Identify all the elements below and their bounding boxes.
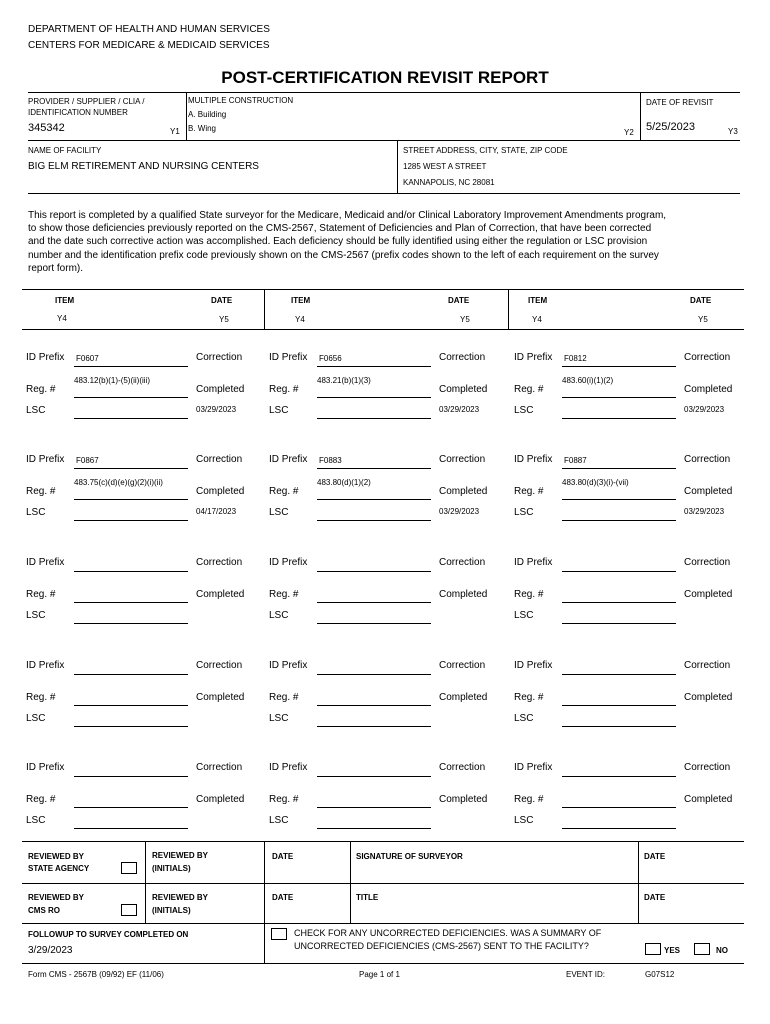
page-number: Page 1 of 1 bbox=[359, 970, 400, 979]
completed-label: Completed bbox=[439, 589, 488, 600]
divider bbox=[350, 841, 351, 923]
id-prefix-label: ID Prefix bbox=[514, 557, 553, 568]
completed-label: Completed bbox=[684, 794, 733, 805]
correction-label: Correction bbox=[684, 352, 731, 363]
construction-wing: B. Wing bbox=[188, 124, 217, 133]
yes-label: YES bbox=[664, 946, 681, 955]
yes-checkbox[interactable] bbox=[645, 943, 661, 955]
reg-label: Reg. # bbox=[514, 589, 544, 600]
lsc-label: LSC bbox=[269, 713, 289, 724]
id-prefix-label: ID Prefix bbox=[269, 352, 308, 363]
form-number: Form CMS - 2567B (09/92) EF (11/06) bbox=[28, 970, 164, 979]
lsc-field[interactable] bbox=[74, 623, 188, 624]
reg-field[interactable] bbox=[562, 602, 676, 603]
reg-field[interactable] bbox=[562, 807, 676, 808]
reg-field[interactable] bbox=[317, 705, 431, 706]
provider-code: Y1 bbox=[170, 127, 180, 136]
correction-label: Correction bbox=[439, 557, 486, 568]
reg-label: Reg. # bbox=[269, 384, 299, 395]
completed-label: Completed bbox=[684, 589, 733, 600]
facility-name: BIG ELM RETIREMENT AND NURSING CENTERS bbox=[28, 161, 259, 172]
address-street: 1285 WEST A STREET bbox=[403, 162, 487, 171]
lsc-field[interactable] bbox=[74, 418, 188, 419]
col-item-header: ITEM bbox=[291, 296, 311, 305]
divider bbox=[145, 841, 146, 923]
lsc-field[interactable] bbox=[562, 520, 676, 521]
lsc-label: LSC bbox=[514, 713, 534, 724]
reviewed-cms-label-2: CMS RO bbox=[28, 906, 60, 915]
id-prefix-field[interactable] bbox=[317, 674, 431, 675]
no-checkbox[interactable] bbox=[694, 943, 710, 955]
reg-field[interactable] bbox=[74, 807, 188, 808]
lsc-label: LSC bbox=[269, 405, 289, 416]
footer-table-top-border bbox=[22, 841, 744, 842]
top-box-bottom-border bbox=[28, 193, 740, 194]
completed-label: Completed bbox=[196, 589, 245, 600]
lsc-field[interactable] bbox=[74, 726, 188, 727]
id-prefix-field[interactable] bbox=[74, 674, 188, 675]
lsc-field[interactable] bbox=[74, 828, 188, 829]
divider bbox=[22, 883, 744, 884]
col-date-header: DATE bbox=[448, 296, 470, 305]
reg-field[interactable] bbox=[562, 499, 676, 500]
item-completed-date: 03/29/2023 bbox=[684, 507, 725, 516]
lsc-field[interactable] bbox=[562, 418, 676, 419]
construction-label: MULTIPLE CONSTRUCTION bbox=[188, 96, 294, 105]
date-label: DATE bbox=[644, 893, 666, 902]
reg-label: Reg. # bbox=[269, 794, 299, 805]
page-title: POST-CERTIFICATION REVISIT REPORT bbox=[221, 68, 549, 87]
correction-label: Correction bbox=[196, 660, 243, 671]
lsc-field[interactable] bbox=[317, 623, 431, 624]
lsc-field[interactable] bbox=[317, 828, 431, 829]
top-box-top-border bbox=[28, 92, 740, 93]
date-label: DATE bbox=[272, 852, 294, 861]
completed-label: Completed bbox=[439, 794, 488, 805]
correction-label: Correction bbox=[196, 352, 243, 363]
agency-name: CENTERS FOR MEDICARE & MEDICAID SERVICES bbox=[28, 40, 270, 51]
provider-label-line2: IDENTIFICATION NUMBER bbox=[28, 108, 128, 117]
lsc-label: LSC bbox=[269, 610, 289, 621]
id-prefix-label: ID Prefix bbox=[26, 352, 65, 363]
event-id-value: G07S12 bbox=[645, 970, 675, 979]
date-label: DATE bbox=[272, 893, 294, 902]
id-prefix-label: ID Prefix bbox=[514, 352, 553, 363]
completed-label: Completed bbox=[684, 384, 733, 395]
correction-label: Correction bbox=[439, 454, 486, 465]
lsc-label: LSC bbox=[26, 815, 46, 826]
col-item-header: ITEM bbox=[528, 296, 548, 305]
top-box-mid-border bbox=[28, 140, 740, 141]
items-header-bottom-border bbox=[22, 329, 744, 330]
completed-label: Completed bbox=[196, 692, 245, 703]
id-prefix-field[interactable] bbox=[74, 776, 188, 777]
reg-field[interactable] bbox=[74, 397, 188, 398]
id-prefix-field[interactable] bbox=[74, 366, 188, 367]
reviewed-initials-label-2: (INITIALS) bbox=[152, 906, 191, 915]
id-prefix-field[interactable] bbox=[317, 366, 431, 367]
reg-label: Reg. # bbox=[26, 692, 56, 703]
id-prefix-field[interactable] bbox=[562, 571, 676, 572]
lsc-label: LSC bbox=[514, 507, 534, 518]
item-regulation: 483.75(c)(d)(e)(g)(2)(i)(ii) bbox=[74, 478, 163, 487]
id-prefix-label: ID Prefix bbox=[514, 454, 553, 465]
col-item-code: Y4 bbox=[532, 315, 542, 324]
correction-label: Correction bbox=[196, 557, 243, 568]
reviewed-initials-label-1: REVIEWED BY bbox=[152, 893, 209, 902]
completed-label: Completed bbox=[439, 486, 488, 497]
correction-label: Correction bbox=[684, 454, 731, 465]
item-id-prefix: F0812 bbox=[564, 354, 587, 363]
followup-label: FOLLOWUP TO SURVEY COMPLETED ON bbox=[28, 930, 189, 939]
address-label: STREET ADDRESS, CITY, STATE, ZIP CODE bbox=[403, 146, 568, 155]
reg-field[interactable] bbox=[74, 499, 188, 500]
reg-field[interactable] bbox=[562, 397, 676, 398]
revisit-code: Y3 bbox=[728, 127, 738, 136]
divider bbox=[264, 841, 265, 963]
facility-label: NAME OF FACILITY bbox=[28, 146, 102, 155]
id-prefix-label: ID Prefix bbox=[514, 762, 553, 773]
lsc-field[interactable] bbox=[317, 726, 431, 727]
col-item-code: Y4 bbox=[295, 315, 305, 324]
reg-label: Reg. # bbox=[26, 794, 56, 805]
id-prefix-label: ID Prefix bbox=[514, 660, 553, 671]
col-date-header: DATE bbox=[690, 296, 712, 305]
id-prefix-field[interactable] bbox=[562, 674, 676, 675]
footer-table-bottom-border bbox=[22, 963, 744, 964]
item-id-prefix: F0887 bbox=[564, 456, 587, 465]
item-regulation: 483.60(i)(1)(2) bbox=[562, 376, 614, 385]
item-regulation: 483.21(b)(1)(3) bbox=[317, 376, 371, 385]
correction-label: Correction bbox=[684, 660, 731, 671]
uncorrected-checkbox[interactable] bbox=[271, 928, 287, 940]
item-id-prefix: F0883 bbox=[319, 456, 342, 465]
id-prefix-label: ID Prefix bbox=[26, 454, 65, 465]
reg-field[interactable] bbox=[317, 602, 431, 603]
reviewed-cms-label-1: REVIEWED BY bbox=[28, 893, 85, 902]
lsc-field[interactable] bbox=[317, 418, 431, 419]
lsc-label: LSC bbox=[26, 405, 46, 416]
lsc-label: LSC bbox=[26, 713, 46, 724]
address-city: KANNAPOLIS, NC 28081 bbox=[403, 178, 495, 187]
divider bbox=[638, 841, 639, 923]
reviewed-state-label-1: REVIEWED BY bbox=[28, 852, 85, 861]
lsc-label: LSC bbox=[26, 507, 46, 518]
id-prefix-field[interactable] bbox=[317, 468, 431, 469]
id-prefix-label: ID Prefix bbox=[269, 454, 308, 465]
completed-label: Completed bbox=[684, 486, 733, 497]
reg-label: Reg. # bbox=[514, 486, 544, 497]
intro-paragraph: This report is completed by a qualified State surveyor for the Medicare, Medicaid and/or Clinical Laboratory Improvement Amendments program, to show those deficiencies previously reported on the CMS-2567, Statement of Deficiencies and Plan of Correction, that have been corrected and the date such corrective action was accomplished. Each deficiency should be fully identified using either the regulation or LSC provision number and the identification prefix code previously shown on the CMS-2567 (prefix codes shown to the left of each requirement on the survey report form). bbox=[28, 210, 667, 274]
col-item-header: ITEM bbox=[55, 296, 75, 305]
reg-field[interactable] bbox=[317, 397, 431, 398]
reg-field[interactable] bbox=[317, 499, 431, 500]
col-date-code: Y5 bbox=[698, 315, 708, 324]
reviewed-initials-label-2: (INITIALS) bbox=[152, 864, 191, 873]
no-label: NO bbox=[716, 946, 728, 955]
check-text-line1: CHECK FOR ANY UNCORRECTED DEFICIENCIES. WAS A SUMMARY OF bbox=[294, 928, 602, 938]
divider bbox=[264, 289, 265, 329]
id-prefix-label: ID Prefix bbox=[269, 557, 308, 568]
id-prefix-label: ID Prefix bbox=[269, 762, 308, 773]
reg-field[interactable] bbox=[74, 705, 188, 706]
followup-date: 3/29/2023 bbox=[28, 945, 73, 956]
item-completed-date: 03/29/2023 bbox=[439, 405, 480, 414]
id-prefix-field[interactable] bbox=[562, 776, 676, 777]
reg-label: Reg. # bbox=[26, 589, 56, 600]
divider bbox=[508, 289, 509, 329]
id-prefix-label: ID Prefix bbox=[26, 660, 65, 671]
lsc-field[interactable] bbox=[562, 828, 676, 829]
completed-label: Completed bbox=[439, 384, 488, 395]
correction-label: Correction bbox=[684, 762, 731, 773]
provider-label-line1: PROVIDER / SUPPLIER / CLIA / bbox=[28, 97, 145, 106]
title-label: TITLE bbox=[356, 893, 379, 902]
reg-label: Reg. # bbox=[26, 486, 56, 497]
check-text-line2: UNCORRECTED DEFICIENCIES (CMS-2567) SENT TO THE FACILITY? bbox=[294, 941, 589, 951]
item-regulation: 483.12(b)(1)-(5)(ii)(iii) bbox=[74, 376, 151, 385]
signature-label: SIGNATURE OF SURVEYOR bbox=[356, 852, 463, 861]
lsc-label: LSC bbox=[514, 610, 534, 621]
reg-label: Reg. # bbox=[269, 486, 299, 497]
completed-label: Completed bbox=[439, 692, 488, 703]
item-completed-date: 04/17/2023 bbox=[196, 507, 237, 516]
item-regulation: 483.80(d)(1)(2) bbox=[317, 478, 371, 487]
department-name: DEPARTMENT OF HEALTH AND HUMAN SERVICES bbox=[28, 24, 270, 35]
lsc-field[interactable] bbox=[74, 520, 188, 521]
divider bbox=[397, 140, 398, 193]
reg-label: Reg. # bbox=[514, 794, 544, 805]
id-prefix-field[interactable] bbox=[317, 571, 431, 572]
divider bbox=[640, 92, 641, 140]
revisit-date-label: DATE OF REVISIT bbox=[646, 98, 714, 107]
correction-label: Correction bbox=[439, 762, 486, 773]
item-regulation: 483.80(d)(3)(i)-(vii) bbox=[562, 478, 629, 487]
col-date-header: DATE bbox=[211, 296, 233, 305]
cms-ro-checkbox[interactable] bbox=[121, 904, 137, 916]
correction-label: Correction bbox=[439, 352, 486, 363]
revisit-date: 5/25/2023 bbox=[646, 121, 695, 133]
completed-label: Completed bbox=[196, 384, 245, 395]
reg-label: Reg. # bbox=[269, 692, 299, 703]
lsc-label: LSC bbox=[269, 815, 289, 826]
date-label: DATE bbox=[644, 852, 666, 861]
item-completed-date: 03/29/2023 bbox=[196, 405, 237, 414]
col-date-code: Y5 bbox=[219, 315, 229, 324]
id-prefix-field[interactable] bbox=[74, 571, 188, 572]
state-agency-checkbox[interactable] bbox=[121, 862, 137, 874]
correction-label: Correction bbox=[196, 762, 243, 773]
divider bbox=[186, 92, 187, 140]
reg-label: Reg. # bbox=[514, 384, 544, 395]
lsc-field[interactable] bbox=[562, 726, 676, 727]
lsc-label: LSC bbox=[514, 405, 534, 416]
id-prefix-label: ID Prefix bbox=[26, 762, 65, 773]
reviewed-state-label-2: STATE AGENCY bbox=[28, 864, 90, 873]
items-table-top-border bbox=[22, 289, 744, 290]
reg-field[interactable] bbox=[74, 602, 188, 603]
id-prefix-field[interactable] bbox=[74, 468, 188, 469]
item-id-prefix: F0867 bbox=[76, 456, 99, 465]
item-completed-date: 03/29/2023 bbox=[439, 507, 480, 516]
id-prefix-field[interactable] bbox=[562, 366, 676, 367]
reg-field[interactable] bbox=[562, 705, 676, 706]
item-id-prefix: F0607 bbox=[76, 354, 99, 363]
correction-label: Correction bbox=[196, 454, 243, 465]
event-id-label: EVENT ID: bbox=[566, 970, 605, 979]
lsc-label: LSC bbox=[269, 507, 289, 518]
reviewed-initials-label-1: REVIEWED BY bbox=[152, 851, 209, 860]
reg-label: Reg. # bbox=[514, 692, 544, 703]
item-id-prefix: F0656 bbox=[319, 354, 342, 363]
lsc-label: LSC bbox=[514, 815, 534, 826]
completed-label: Completed bbox=[196, 486, 245, 497]
id-prefix-label: ID Prefix bbox=[26, 557, 65, 568]
lsc-field[interactable] bbox=[562, 623, 676, 624]
col-item-code: Y4 bbox=[57, 314, 67, 323]
id-prefix-label: ID Prefix bbox=[269, 660, 308, 671]
col-date-code: Y5 bbox=[460, 315, 470, 324]
lsc-label: LSC bbox=[26, 610, 46, 621]
reg-label: Reg. # bbox=[26, 384, 56, 395]
reg-label: Reg. # bbox=[269, 589, 299, 600]
divider bbox=[22, 923, 744, 924]
correction-label: Correction bbox=[684, 557, 731, 568]
item-completed-date: 03/29/2023 bbox=[684, 405, 725, 414]
lsc-field[interactable] bbox=[317, 520, 431, 521]
completed-label: Completed bbox=[196, 794, 245, 805]
construction-code: Y2 bbox=[624, 128, 634, 137]
correction-label: Correction bbox=[439, 660, 486, 671]
completed-label: Completed bbox=[684, 692, 733, 703]
id-prefix-field[interactable] bbox=[562, 468, 676, 469]
reg-field[interactable] bbox=[317, 807, 431, 808]
provider-number: 345342 bbox=[28, 122, 65, 134]
id-prefix-field[interactable] bbox=[317, 776, 431, 777]
construction-building: A. Building bbox=[188, 110, 227, 119]
